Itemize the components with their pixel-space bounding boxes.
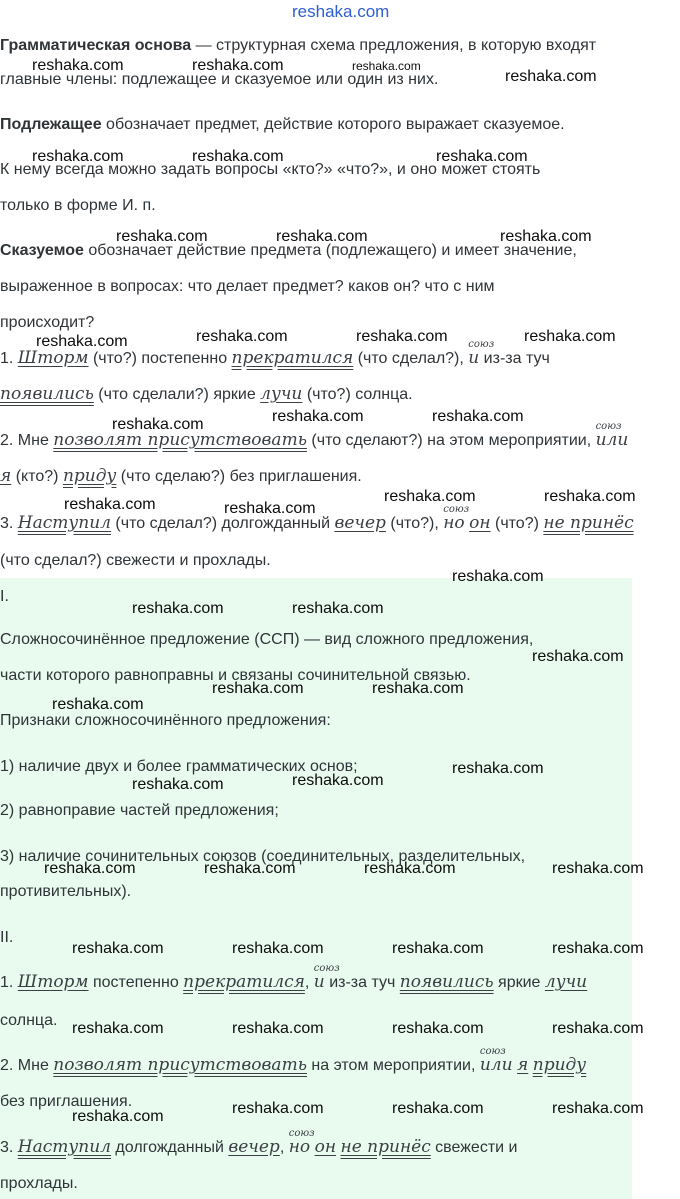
- subject-word: я: [0, 466, 12, 486]
- watermark: reshaka.com: [392, 940, 484, 957]
- watermark: reshaka.com: [436, 148, 528, 165]
- watermark: reshaka.com: [192, 148, 284, 165]
- watermark: reshaka.com: [44, 860, 136, 877]
- text: долгожданный: [110, 1139, 229, 1156]
- watermark: reshaka.com: [552, 1020, 644, 1037]
- text: 2. Мне: [0, 432, 54, 449]
- predicate-word: позволят присутствовать: [53, 430, 307, 450]
- watermark: reshaka.com: [32, 57, 124, 74]
- subject-word: лучи: [260, 384, 303, 404]
- watermark: reshaka.com: [552, 860, 644, 877]
- watermark: reshaka.com: [276, 228, 368, 245]
- text-line: [0, 115, 565, 135]
- subject-word: лучи: [544, 972, 588, 992]
- subject-word: я: [517, 1055, 529, 1075]
- watermark: reshaka.com: [505, 68, 597, 85]
- example-line: [0, 384, 413, 405]
- watermark: reshaka.com: [132, 600, 224, 617]
- text: ,: [304, 974, 314, 991]
- text: постепенно: [88, 974, 184, 991]
- text: (что сделаю?) без приглашения.: [116, 468, 362, 485]
- predicate-word: не принёс: [340, 1137, 431, 1157]
- conjunction: [313, 963, 340, 992]
- watermark: reshaka.com: [232, 940, 324, 957]
- watermark: reshaka.com: [192, 57, 284, 74]
- list-item: противительных).: [0, 883, 132, 900]
- predicate-word: приду: [62, 466, 117, 486]
- watermark: reshaka.com: [384, 488, 476, 505]
- watermark: reshaka.com: [432, 408, 524, 425]
- text: (что сделал?) долгожданный: [110, 515, 335, 532]
- conjunction: [288, 1128, 315, 1157]
- text: — структурная схема предложения, в которую входят: [191, 37, 597, 54]
- conjunction-word: и: [468, 348, 480, 368]
- text: свежести и: [430, 1139, 518, 1156]
- example-line: солнца.: [0, 1012, 58, 1029]
- watermark: reshaka.com: [292, 600, 384, 617]
- predicate-word: Наступил: [17, 1137, 111, 1157]
- text: 3.: [0, 1139, 18, 1156]
- conjunction-label: союз: [313, 963, 340, 974]
- watermark: reshaka.com: [232, 1020, 324, 1037]
- list-item: 3) наличие сочинительных союзов (соединительных, разделительных,: [0, 848, 526, 865]
- conjunction-label: союз: [595, 421, 622, 432]
- watermark: reshaka.com: [72, 940, 164, 957]
- text: 1.: [0, 974, 18, 991]
- text: из-за туч: [324, 974, 400, 991]
- section-number: I.: [0, 588, 9, 605]
- subject-word: он: [469, 513, 491, 533]
- text: (что сделал?),: [353, 350, 469, 367]
- watermark: reshaka.com: [552, 940, 644, 957]
- watermark: reshaka.com: [132, 776, 224, 793]
- watermark: reshaka.com: [36, 333, 128, 350]
- watermark: reshaka.com: [292, 772, 384, 789]
- text: (что сделали?) яркие: [93, 386, 261, 403]
- example-line: [0, 1128, 518, 1158]
- watermark: reshaka.com: [372, 680, 464, 697]
- subject-word: он: [314, 1137, 337, 1157]
- example-line: [0, 466, 362, 487]
- text: 1.: [0, 350, 18, 367]
- watermark: reshaka.com: [532, 648, 624, 665]
- text-line: происходит?: [0, 314, 95, 331]
- watermark: reshaka.com: [32, 148, 124, 165]
- conjunction: [443, 504, 470, 533]
- text-line: части которого равноправны и связаны сочинительной связью.: [0, 667, 471, 684]
- watermark: reshaka.com: [72, 1020, 164, 1037]
- watermark: reshaka.com: [52, 696, 144, 713]
- text-line: [0, 36, 596, 56]
- watermark: reshaka.com: [452, 760, 544, 777]
- watermark: reshaka.com: [232, 1100, 324, 1117]
- watermark: reshaka.com: [204, 860, 296, 877]
- predicate-word: прекратился: [231, 348, 354, 368]
- watermark: reshaka.com: [356, 328, 448, 345]
- text-line: Признаки сложносочинённого предложения:: [0, 712, 331, 729]
- watermark: reshaka.com: [524, 328, 616, 345]
- watermark: reshaka.com: [500, 228, 592, 245]
- list-item: 2) равноправие частей предложения;: [0, 802, 279, 819]
- predicate-word: Наступил: [17, 513, 111, 533]
- watermark: reshaka.com: [552, 1100, 644, 1117]
- example-line: прохлады.: [0, 1175, 78, 1192]
- watermark: reshaka.com: [224, 500, 316, 517]
- conjunction: [479, 1046, 513, 1075]
- watermark: reshaka.com: [272, 408, 364, 425]
- text: яркие: [493, 974, 545, 991]
- conjunction-word: но: [288, 1137, 311, 1157]
- text: обозначает действие предмета (подлежащего) и имеет значение,: [83, 242, 577, 259]
- text: 3.: [0, 515, 18, 532]
- conjunction-label: союз: [479, 1046, 506, 1057]
- text-line: К нему всегда можно задать вопросы «кто?» «что?», и оно может стоять: [0, 161, 541, 178]
- subject-word: вечер: [228, 1137, 280, 1157]
- watermark: reshaka.com: [364, 860, 456, 877]
- conjunction-label: союз: [443, 504, 470, 515]
- text: 2. Мне: [0, 1057, 54, 1074]
- watermark: reshaka.com: [352, 59, 421, 73]
- predicate-word: позволят присутствовать: [53, 1055, 307, 1075]
- subject-word: Шторм: [17, 972, 89, 992]
- text-line: Сложносочинённое предложение (ССП) — вид сложного предложения,: [0, 631, 534, 648]
- example-line: [0, 1046, 587, 1076]
- example-line: [0, 963, 588, 993]
- predicate-word: прекратился: [183, 972, 305, 992]
- text-line: выраженное в вопросах: что делает предмет? каков он? что с ним: [0, 278, 495, 295]
- text: (кто?): [11, 468, 63, 485]
- text: ,: [279, 1139, 289, 1156]
- conjunction-word: но: [443, 513, 465, 533]
- predicate-word: приду: [532, 1055, 587, 1075]
- watermark: reshaka.com: [116, 228, 208, 245]
- conjunction-word: и: [313, 972, 325, 992]
- watermark: reshaka.com: [212, 680, 304, 697]
- term-bold: Грамматическая основа: [0, 37, 192, 54]
- watermark: reshaka.com: [452, 568, 544, 585]
- watermark: reshaka.com: [72, 1108, 164, 1125]
- subject-word: вечер: [334, 513, 386, 533]
- watermark: reshaka.com: [392, 1100, 484, 1117]
- list-item: 1) наличие двух и более грамматических основ;: [0, 758, 358, 775]
- text: (что?) постепенно: [88, 350, 232, 367]
- conjunction-word: или: [595, 430, 629, 450]
- text: обозначает предмет, действие которого выражает сказуемое.: [101, 116, 565, 133]
- section-number: II.: [0, 929, 14, 946]
- watermark: reshaka.com: [544, 488, 636, 505]
- conjunction: [468, 339, 495, 368]
- conjunction-label: союз: [468, 339, 495, 350]
- conjunction-label: союз: [288, 1128, 315, 1139]
- text: из-за туч: [479, 350, 550, 367]
- predicate-word: не принёс: [543, 513, 634, 533]
- subject-word: Шторм: [17, 348, 89, 368]
- example-line: (что сделал?) свежести и прохлады.: [0, 552, 271, 569]
- text: (что сделают?) на этом мероприятии,: [306, 432, 596, 449]
- watermark: reshaka.com: [112, 416, 204, 433]
- text-line: главные члены: подлежащее и сказуемое или один из них.: [0, 71, 439, 88]
- predicate-word: появились: [399, 972, 494, 992]
- text: на этом мероприятии,: [306, 1057, 480, 1074]
- watermark: reshaka.com: [392, 1020, 484, 1037]
- watermark: reshaka.com: [64, 496, 156, 513]
- term-bold: Подлежащее: [0, 116, 102, 133]
- conjunction-word: или: [479, 1055, 513, 1075]
- predicate-word: появились: [0, 384, 94, 404]
- watermark: reshaka.com: [292, 2, 390, 21]
- text: (что?) солнца.: [302, 386, 413, 403]
- text: (что?),: [385, 515, 444, 532]
- term-bold: Сказуемое: [0, 242, 84, 259]
- text: (что?): [490, 515, 544, 532]
- example-line: без приглашения.: [0, 1093, 133, 1110]
- conjunction: [595, 421, 629, 450]
- watermark: reshaka.com: [196, 328, 288, 345]
- text-line: только в форме И. п.: [0, 197, 156, 214]
